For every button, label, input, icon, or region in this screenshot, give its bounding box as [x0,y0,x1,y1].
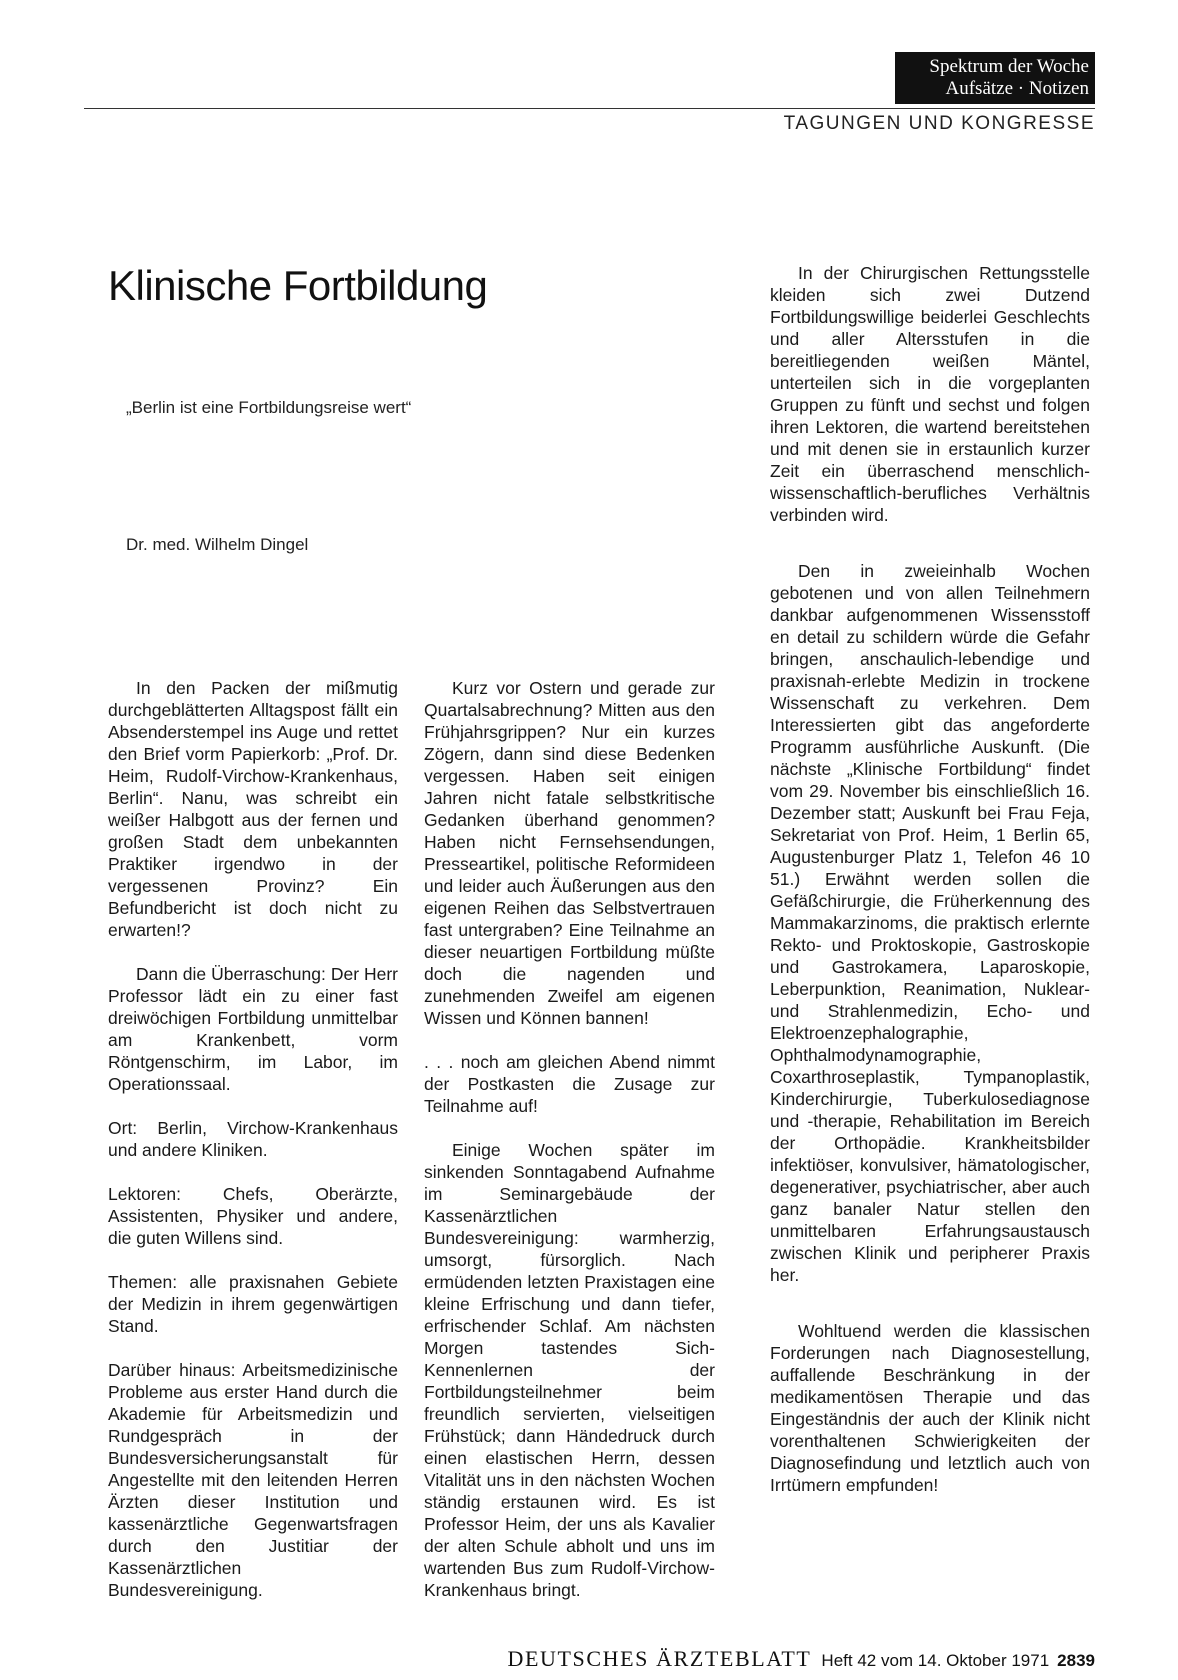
article-author: Dr. med. Wilhelm Dingel [126,535,309,554]
article-title: Klinische Fortbildung [108,262,488,309]
paragraph: Den in zweieinhalb Wochen gebotenen und von allen Teilnehmern dankbar aufgenommenen Wissensstoff en detail zu schildern würde die Gefahr bringen, anschaulich-lebendige und praxisnah-erlebte Medizin in trockene Wissenschaft zu verkehren. Dem Interessierten gibt das angeforderte Programm ausführliche Auskunft. (Die nächste „Klinische Fortbildung“ findet vom 29. November bis einschließlich 16. Dezember statt; Auskunft bei Frau Feja, Sekretariat von Prof. Heim, 1 Berlin 65, Augustenburger Platz 1, Telefon 46 10 51.) Erwähnt werden sollen die Gefäßchirurgie, die Früherkennung des Mammakarzinoms, die praktisch erlernte Rekto- und Proktoskopie, Gastroskopie und Gastrokamera, Laparoskopie, Leberpunktion, Reanimation, Nuklear- und Strahlenmedizin, Echo- und Elektroenzephalographie, Ophthalmodynamographie, Coxarthroseplastik, Tympanoplastik, Kinderchirurgie, Tuberkulosediagnose und -therapie, Rehabilitation im Bereich der Orthopädie. Krankheitsbilder infektiöser, konvulsiver, hämatologischer, degenerativer, psychiatrischer, aber auch ganz banaler Natur stellen den unmittelbaren Erfahrungsaustausch zwischen Klinik und peripherer Praxis her. [770,561,1090,1285]
paragraph: Einige Wochen später im sinkenden Sonntagabend Aufnahme im Seminargebäude der Kassenärztlichen Bundesvereinigung: warmherzig, umsorgt, fürsorglich. Nach ermüdenden letzten Praxistagen eine kleine Erfrischung und dann tiefer, erfrischender Schlaf. Am nächsten Morgen tastendes Sich-Kennenlernen der Fortbildungsteilnehmer beim freundlich servierten, vielseitigen Frühstück; dann Händedruck durch einen elastischen Herrn, dessen Vitalität uns in den nächsten Wochen ständig erstaunen wird. Es ist Professor Heim, der uns als Kavalier der alten Schule abholt und uns im wartenden Bus zum Rudolf-Virchow-Krankenhaus bringt. [424,1140,715,1600]
section-badge-line-1: Spektrum der Woche [929,56,1089,77]
paragraph: In den Packen der mißmutig durchgeblätterten Alltagspost fällt ein Absenderstempel ins Auge und rettet den Brief vorm Papierkorb: „Prof. Dr. Heim, Rudolf-Virchow-Krankenhaus, Berlin“. Nanu, was schreibt ein weißer Halbgott aus der fernen und großen Stadt dem unbekannten Praktiker irgendwo in der vergessenen Provinz? Ein Befundbericht ist doch nicht zu erwarten!? [108,678,398,940]
section-badge-line-2: Aufsätze · Notizen [945,78,1089,99]
issue-info: Heft 42 vom 14. Oktober 1971 [821,1651,1050,1670]
paragraph: Ort: Berlin, Virchow-Krankenhaus und andere Kliniken. [108,1118,398,1160]
paragraph: Kurz vor Ostern und gerade zur Quartalsabrechnung? Mitten aus den Frühjahrsgrippen? Nur ein kurzes Zögern, dann sind diese Bedenken vergessen. Haben seit einigen Jahren nicht fatale selbstkritische Gedanken überhand genommen? Haben nicht Fernsehsendungen, Presseartikel, politische Reformideen und leider auch Äußerungen aus den eigenen Reihen das Selbstvertrauen fast untergraben? Eine Teilnahme an dieser neuartigen Fortbildung müßte doch die nagenden und zunehmenden Zweifel am eigenen Wissen und Können bannen! [424,678,715,1028]
text-column-1 [108,677,398,1623]
paragraph: Darüber hinaus: Arbeitsmedizinische Probleme aus erster Hand durch die Akademie für Arbeitsmedizin und Rundgespräch in der Bundesversicherungsanstalt für Angestellte mit den leitenden Herren Ärzten dieser Institution und kassenärztliche Gegenwartsfragen durch den Justitiar der Kassenärztlichen Bundesvereinigung. [108,1360,398,1600]
page-footer [426,1646,1095,1672]
text-column-2 [424,677,715,1623]
paragraph: In der Chirurgischen Rettungsstelle kleiden sich zwei Dutzend Fortbildungswillige beiderlei Geschlechts und aller Altersstufen in die bereitliegenden weißen Mäntel, unterteilen sich in die vorgeplanten Gruppen zu fünft und sechst und folgen ihren Lektoren, die wartend bereitstehen und mit denen sie in erstaunlich kurzer Zeit ein überraschend menschlich-wissenschaftlich-berufliches Verhältnis verbinden wird. [770,263,1090,525]
journal-name: DEUTSCHES ÄRZTEBLATT [507,1646,812,1671]
paragraph: Lektoren: Chefs, Oberärzte, Assistenten, Physiker und andere, die guten Willens sind. [108,1184,398,1248]
paragraph: Wohltuend werden die klassischen Forderungen nach Diagnosestellung, auffallende Beschränkung in der medikamentösen Therapie und das Eingeständnis der auch der Klinik nicht vorenthaltenen Schwierigkeiten der Diagnosefindung und letztlich auch von Irrtümern empfunden! [770,1321,1090,1495]
text-column-3 [770,262,1090,1518]
article-subtitle: „Berlin ist eine Fortbildungsreise wert“ [126,398,412,417]
section-badge [895,52,1095,104]
paragraph: Themen: alle praxisnahen Gebiete der Medizin in ihrem gegenwärtigen Stand. [108,1272,398,1336]
rubric-label: TAGUNGEN UND KONGRESSE [783,113,1095,134]
page-number: 2839 [1057,1651,1095,1670]
paragraph: . . . noch am gleichen Abend nimmt der Postkasten die Zusage zur Teilnahme auf! [424,1052,715,1116]
header-divider [84,108,1095,109]
paragraph: Dann die Überraschung: Der Herr Professor lädt ein zu einer fast dreiwöchigen Fortbildung unmittelbar am Krankenbett, vorm Röntgenschirm, im Labor, im Operationssaal. [108,964,398,1094]
